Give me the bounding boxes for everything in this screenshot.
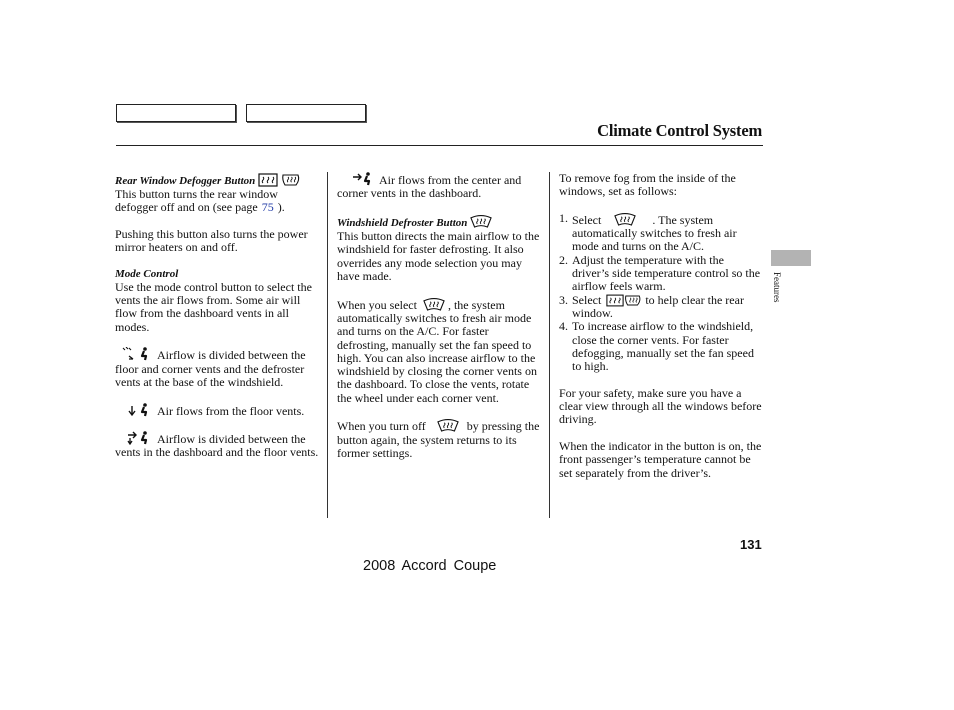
defroster-text-1: This button directs the main airflow to the windshield for faster defrosting. It also overrides any mode selection you may have made. — [337, 229, 540, 284]
list-item: 1. Select . The system automatically switches to fresh air mode and turns on the A/C. — [559, 210, 737, 254]
page-link[interactable]: 75 — [261, 200, 274, 215]
mirror-heater-icon — [624, 294, 642, 307]
indicator-text: When the indicator in the button is on, the front passenger’s temperature cannot be set separately from the driver’s. — [559, 438, 762, 480]
page-title: Climate Control System — [597, 121, 762, 140]
mode-bilevel-icon — [115, 431, 149, 445]
mirror-heater-text: Pushing this button also turns the power mirror heaters on and off. — [115, 226, 308, 254]
page-number: 131 — [740, 537, 762, 552]
title-rule — [116, 145, 763, 146]
mode-floor-defrost-text: Airflow is divided between the floor and corner vents and the defroster vents at the base of the windshield. — [115, 348, 306, 389]
footer-model: 2008 Accord Coupe — [363, 558, 497, 574]
list-item: 2. Adjust the temperature with the driver’s side temperature control so the airflow feels warm. — [559, 252, 761, 294]
column-1 — [115, 172, 320, 473]
windshield-defroster-icon — [423, 297, 445, 312]
mode-bilevel-text: Airflow is divided between the vents in the dashboard and the floor vents. — [115, 432, 319, 460]
section-label: Features — [772, 272, 782, 303]
defroster-text-3: When you turn off by pressing the button again, the system returns to its former settings. — [337, 419, 540, 460]
mode-floor-text: Air flows from the floor vents. — [115, 403, 320, 418]
column-2 — [337, 172, 543, 474]
mode-control-heading: Mode Control — [115, 267, 179, 280]
windshield-defroster-icon — [437, 418, 459, 433]
rear-defogger-text: This button turns the rear window defogger off and on (see page 75 ). — [115, 186, 285, 215]
list-item: 3. Select to help clear the rear window. — [559, 292, 744, 320]
rear-defogger-heading: Rear Window Defogger Button — [115, 173, 320, 188]
section-tab[interactable] — [771, 250, 811, 266]
mode-floor-defrost-icon — [115, 347, 149, 361]
nav-tab-1[interactable] — [116, 104, 236, 122]
nav-tab-2[interactable] — [246, 104, 366, 122]
rear-defogger-icon — [258, 173, 278, 187]
mode-control-text: Use the mode control button to select the vents the air flows from. Some air will flow from the dashboard vents in all modes. — [115, 279, 312, 334]
rear-defogger-icon — [606, 294, 624, 307]
safety-text: For your safety, make sure you have a clear view through all the windows before driving. — [559, 385, 762, 427]
column-3 — [559, 172, 763, 493]
mode-floor-icon — [115, 403, 149, 417]
defroster-text-2: When you select , the system automatically switches to fresh air mode and turns on the A/C. For faster defrosting, manually set the fan speed to high. You can also increase airflow to the windshield by closing the corner vents on the dashboard. To close the vents, rotate the wheel under each corner vent. — [337, 297, 537, 405]
list-item: 4. To increase airflow to the windshield, close the corner vents. For faster defogging, manually set the fan speed to high. — [559, 319, 754, 374]
mode-vent-text: Air flows from the center and corner vents in the dashboard. — [337, 173, 522, 201]
windshield-defroster-icon — [470, 214, 492, 229]
column-divider-2 — [549, 172, 550, 518]
fog-intro: To remove fog from the inside of the windows, set as follows: — [559, 171, 736, 199]
column-divider-1 — [327, 172, 328, 518]
mirror-heater-icon — [281, 173, 301, 187]
windshield-defroster-heading: Windshield Defroster Button — [337, 214, 543, 230]
windshield-defroster-icon — [614, 212, 636, 227]
mode-vent-icon — [337, 172, 371, 186]
fog-steps — [559, 212, 763, 374]
